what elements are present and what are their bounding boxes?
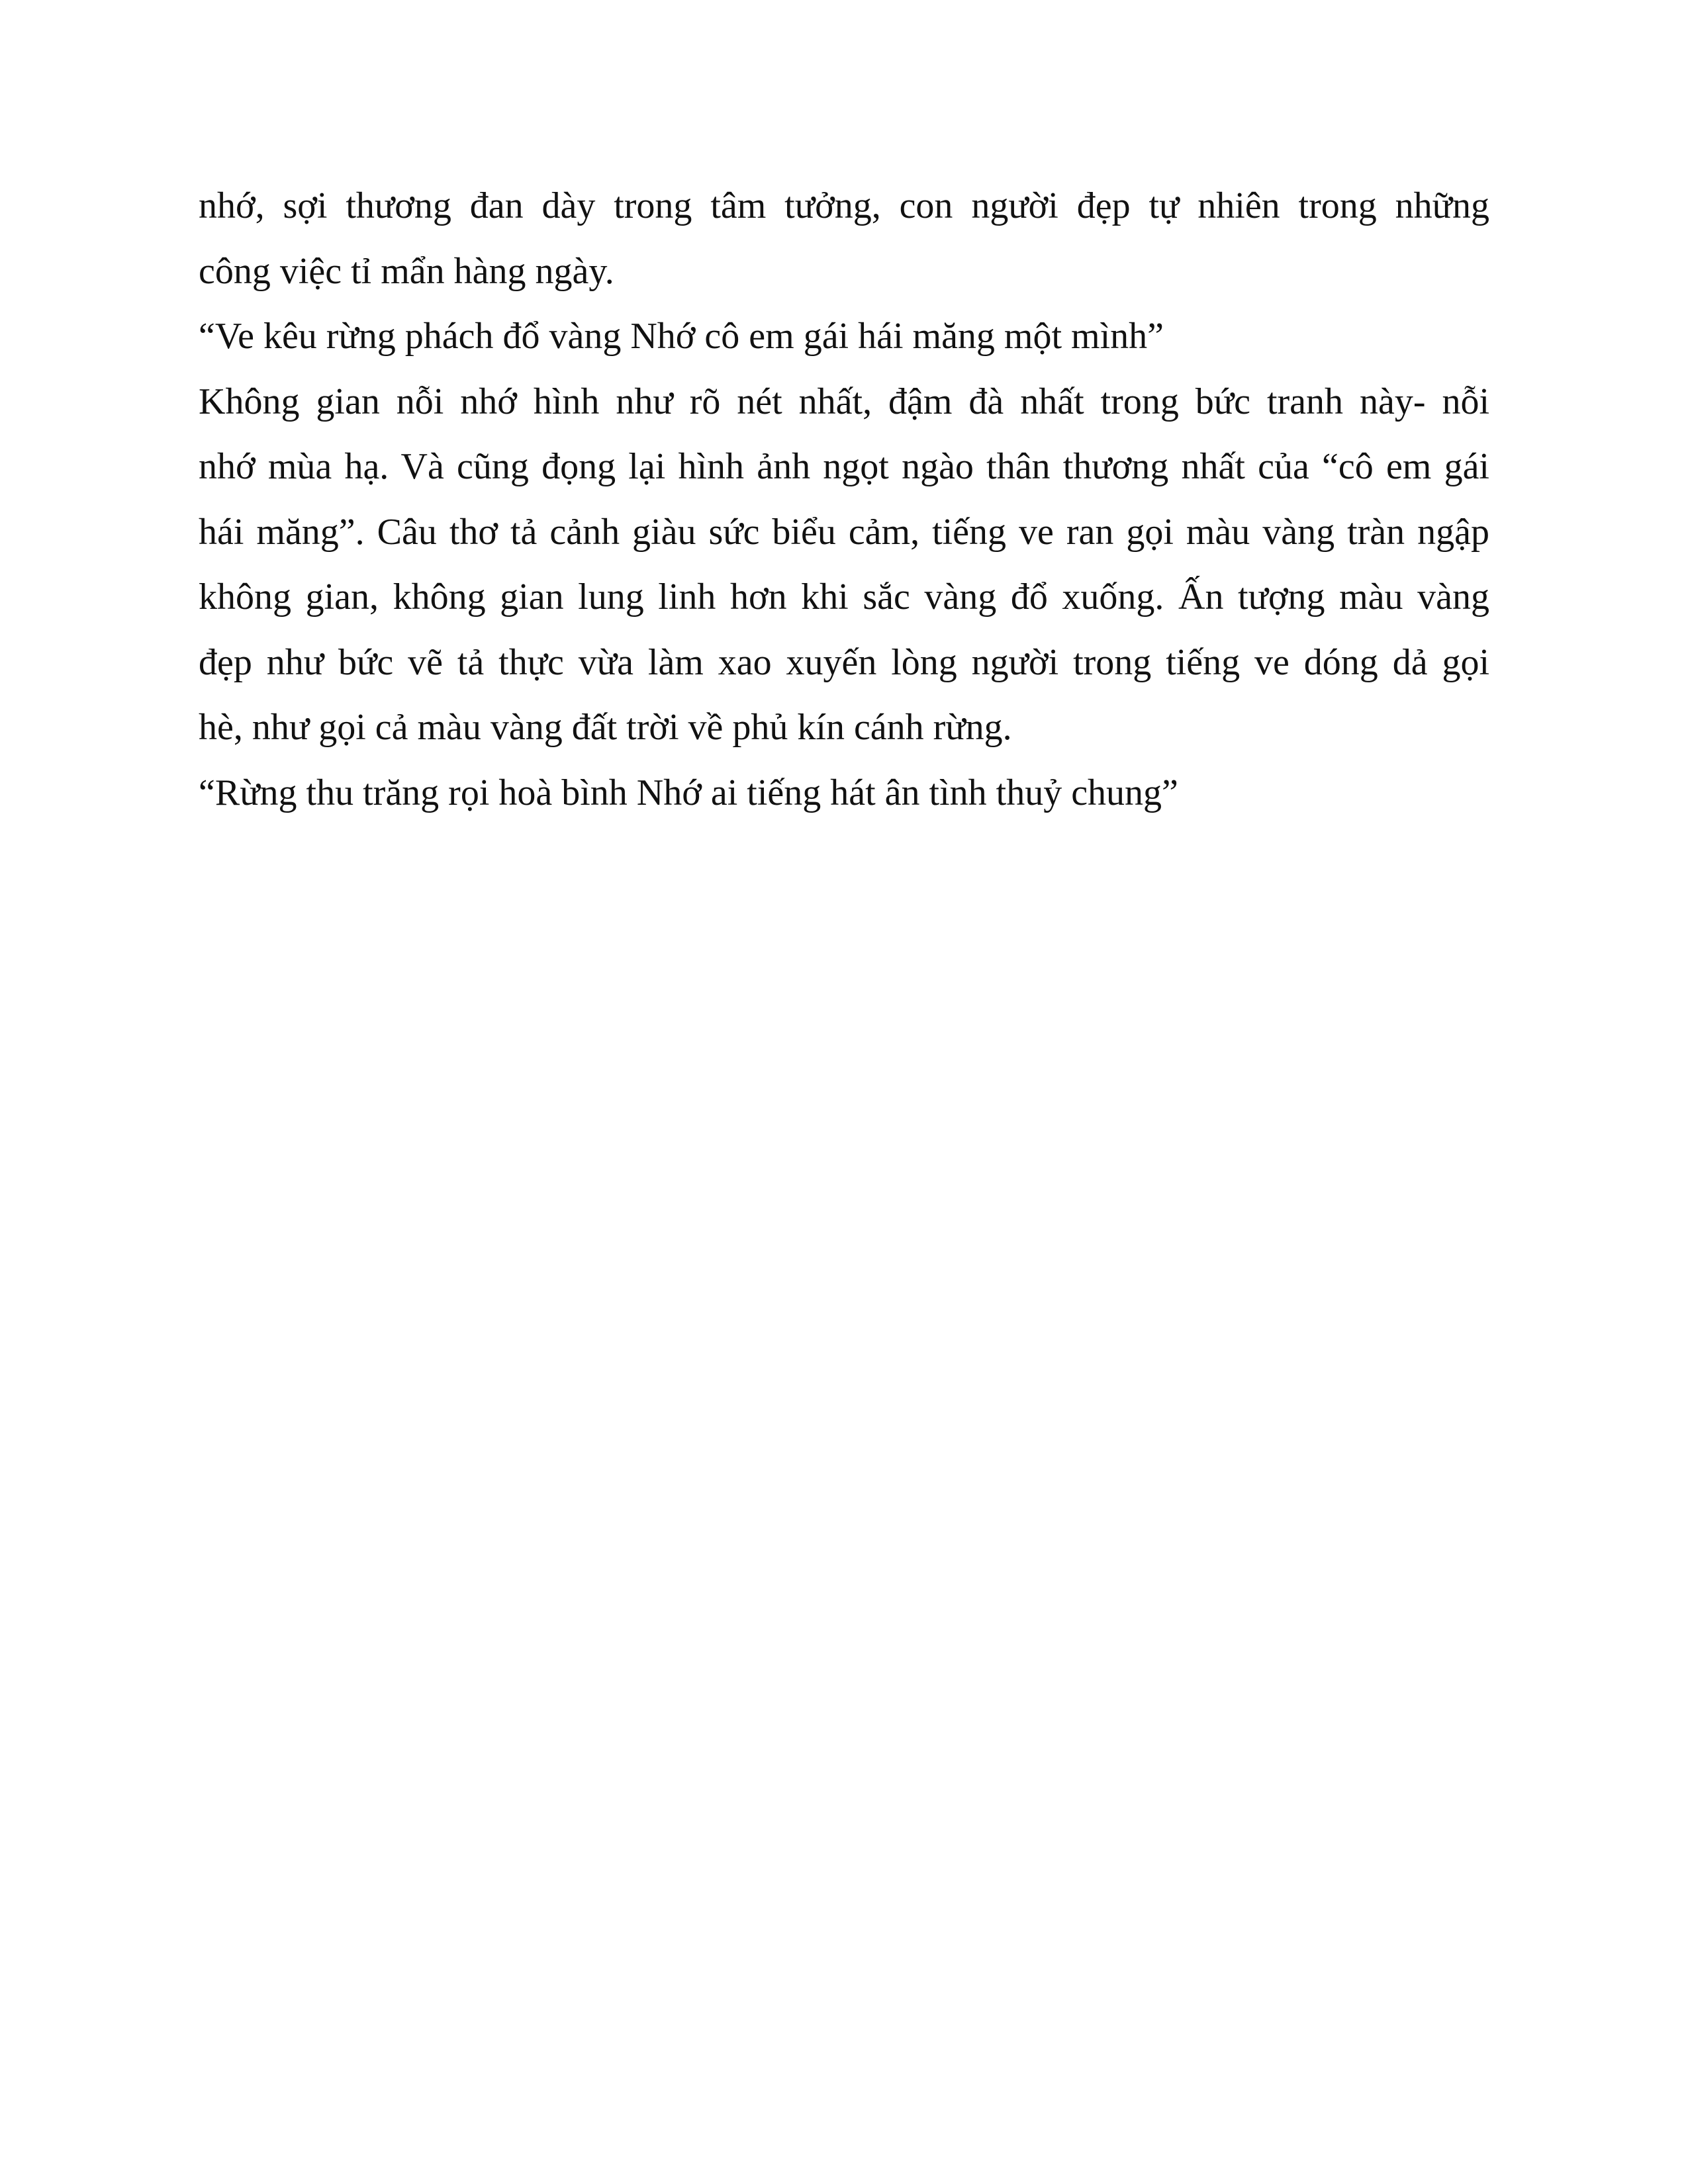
text-line: hè, như gọi cả màu vàng đất trời về phủ kín cánh rừng. bbox=[199, 707, 1012, 748]
body-text bbox=[199, 173, 1489, 825]
poem-quote: “Ve kêu rừng phách đổ vàng Nhớ cô em gái hái măng một mình” bbox=[199, 316, 1164, 357]
text-line: nhớ mùa hạ. Và cũng đọng lại hình ảnh ngọt ngào thân thương nhất của “cô em gái bbox=[199, 446, 1489, 487]
text-line: công việc tỉ mẩn hàng ngày. bbox=[199, 250, 614, 292]
text-line: nhớ, sợi thương đan dày trong tâm tưởng, con người đẹp tự nhiên trong những bbox=[199, 185, 1489, 226]
poem-quote: “Rừng thu trăng rọi hoà bình Nhớ ai tiếng hát ân tình thuỷ chung” bbox=[199, 772, 1178, 813]
text-line: đẹp như bức vẽ tả thực vừa làm xao xuyến lòng người trong tiếng ve dóng dả gọi bbox=[199, 641, 1489, 683]
text-line: không gian, không gian lung linh hơn khi sắc vàng đổ xuống. Ấn tượng màu vàng bbox=[199, 576, 1489, 617]
text-line: Không gian nỗi nhớ hình như rõ nét nhất, đậm đà nhất trong bức tranh này- nỗi bbox=[199, 381, 1489, 422]
text-line: hái măng”. Câu thơ tả cảnh giàu sức biểu cảm, tiếng ve ran gọi màu vàng tràn ngập bbox=[199, 511, 1489, 553]
